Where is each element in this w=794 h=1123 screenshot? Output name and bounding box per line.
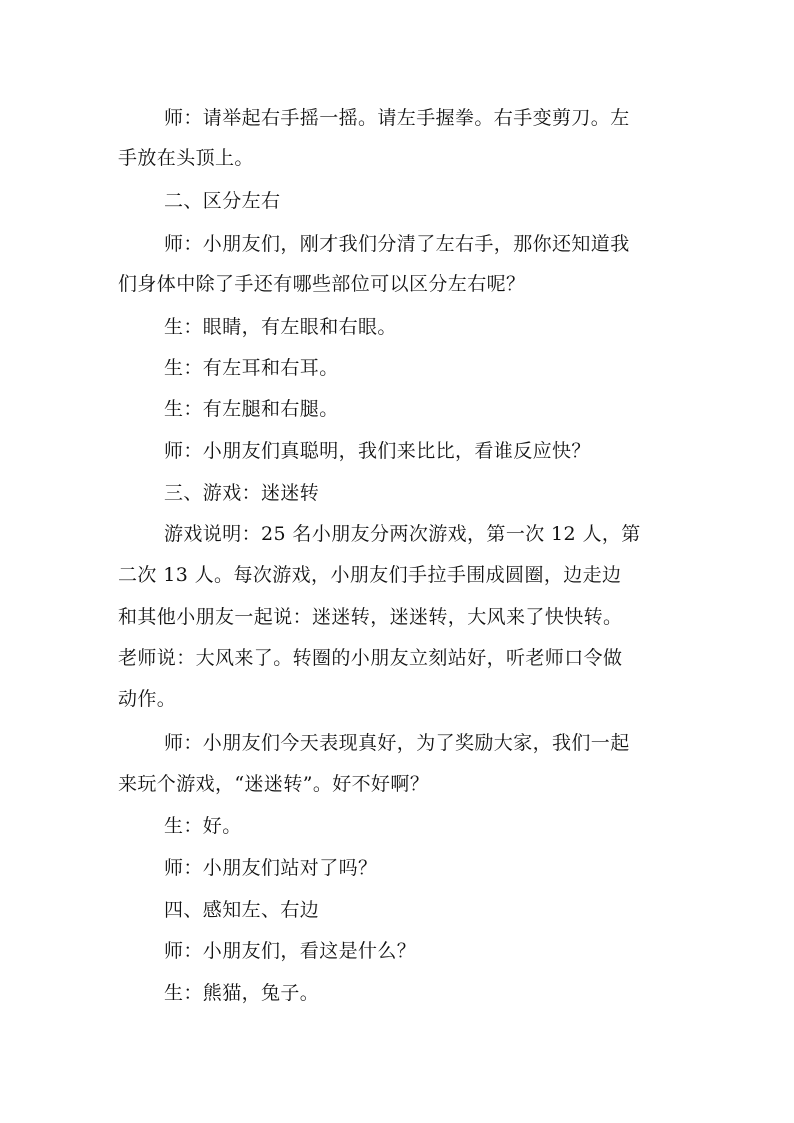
section-heading: 二、区分左右 <box>164 190 281 212</box>
text-line: 老师说：大风来了。转圈的小朋友立刻站好，听老师口令做 <box>118 647 623 669</box>
text-line: 师：请举起右手摇一摇。请左手握拳。右手变剪刀。左 <box>164 107 630 129</box>
text-line: 动作。 <box>118 688 177 710</box>
text-line: 手放在头顶上。 <box>118 147 254 169</box>
text-line: 生：熊猫，兔子。 <box>164 982 320 1004</box>
text-line: 师：小朋友们今天表现真好，为了奖励大家，我们一起 <box>164 732 630 754</box>
text-line: 师：小朋友们真聪明，我们来比比，看谁反应快？ <box>164 440 591 462</box>
text-line: 师：小朋友们，看这是什么？ <box>164 940 417 962</box>
text-line: 们身体中除了手还有哪些部位可以区分左右呢？ <box>118 273 526 295</box>
text-line: 生：有左腿和右腿。 <box>164 398 339 420</box>
text-line: 生：眼睛，有左眼和右眼。 <box>164 316 397 338</box>
text-line: 师：小朋友们，刚才我们分清了左右手，那你还知道我 <box>164 233 630 255</box>
text-line: 和其他小朋友一起说：迷迷转，迷迷转，大风来了快快转。 <box>118 606 623 628</box>
text-line: 二次 13 人。每次游戏，小朋友们手拉手围成圆圈，边走边 <box>118 564 622 586</box>
text-line: 来玩个游戏，“迷迷转”。好不好啊？ <box>118 773 430 795</box>
text-line: 生：好。 <box>164 815 242 837</box>
text-line: 师：小朋友们站对了吗？ <box>164 857 378 879</box>
text-line: 生：有左耳和右耳。 <box>164 357 339 379</box>
text-line: 游戏说明：25 名小朋友分两次游戏，第一次 12 人，第 <box>164 523 641 545</box>
section-heading: 四、感知左、右边 <box>164 899 320 921</box>
section-heading: 三、游戏：迷迷转 <box>164 482 320 504</box>
